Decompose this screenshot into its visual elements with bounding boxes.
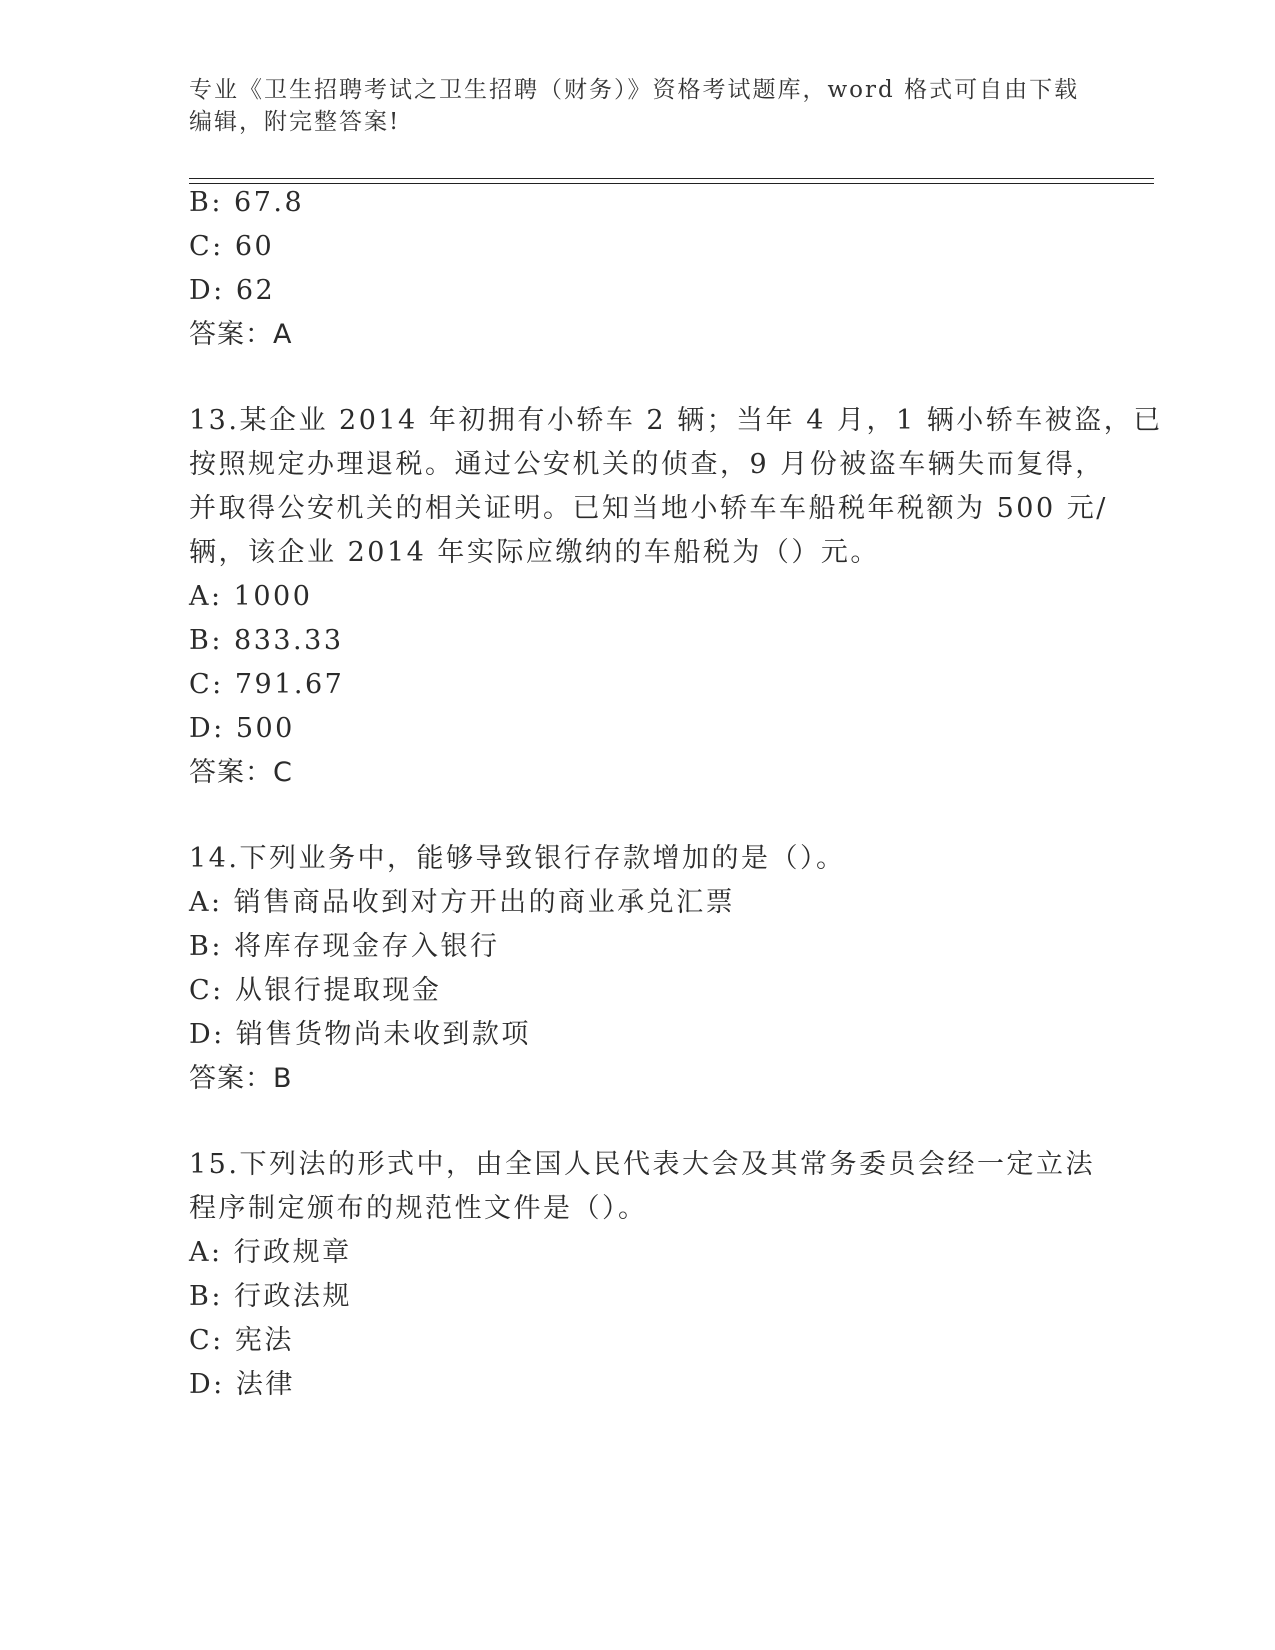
header-line-1: 专业《卫生招聘考试之卫生招聘（财务）》资格考试题库，word 格式可自由下载: [189, 77, 1080, 103]
q15-stem-line-2: 程序制定颁布的规范性文件是（）。: [189, 1193, 648, 1224]
q15-option-c: C: 宪法: [189, 1325, 294, 1356]
q13-option-c: C: 791.67: [189, 669, 345, 700]
header-line-2: 编辑，附完整答案!: [189, 109, 401, 135]
q13-stem-line-3: 并取得公安机关的相关证明。已知当地小轿车车船税年税额为 500 元/: [189, 493, 1108, 524]
q12-option-d: D: 62: [189, 275, 276, 306]
q12-option-b: B: 67.8: [189, 187, 305, 218]
q15-stem-line-1: 15.下列法的形式中，由全国人民代表大会及其常务委员会经一定立法: [189, 1149, 1095, 1180]
q14-answer: 答案：B: [189, 1063, 293, 1094]
q14-option-c: C: 从银行提取现金: [189, 975, 442, 1006]
q13-stem-line-4: 辆，该企业 2014 年实际应缴纳的车船税为（）元。: [189, 537, 880, 568]
q12-answer: 答案：A: [189, 319, 293, 350]
q13-option-d: D: 500: [189, 713, 295, 744]
q12-option-c: C: 60: [189, 231, 275, 262]
q13-option-a: A: 1000: [189, 581, 313, 612]
q13-stem-line-1: 13.某企业 2014 年初拥有小轿车 2 辆；当年 4 月，1 辆小轿车被盗，已: [189, 405, 1163, 436]
page-header: [189, 74, 1089, 138]
q13-stem-line-2: 按照规定办理退税。通过公安机关的侦查，9 月份被盗车辆失而复得，: [189, 449, 1105, 480]
q14-option-a: A: 销售商品收到对方开出的商业承兑汇票: [189, 887, 736, 918]
q13-answer: 答案：C: [189, 757, 293, 788]
q15-option-b: B: 行政法规: [189, 1281, 353, 1312]
header-rule-bottom: [189, 183, 1154, 184]
q14-option-d: D: 销售货物尚未收到款项: [189, 1019, 531, 1050]
q13-option-b: B: 833.33: [189, 625, 344, 656]
q15-option-d: D: 法律: [189, 1369, 295, 1400]
q14-option-b: B: 将库存现金存入银行: [189, 931, 500, 962]
q15-option-a: A: 行政规章: [189, 1237, 352, 1268]
header-rule-top: [189, 178, 1154, 179]
q14-stem-line-1: 14.下列业务中，能够导致银行存款增加的是（）。: [189, 843, 846, 874]
